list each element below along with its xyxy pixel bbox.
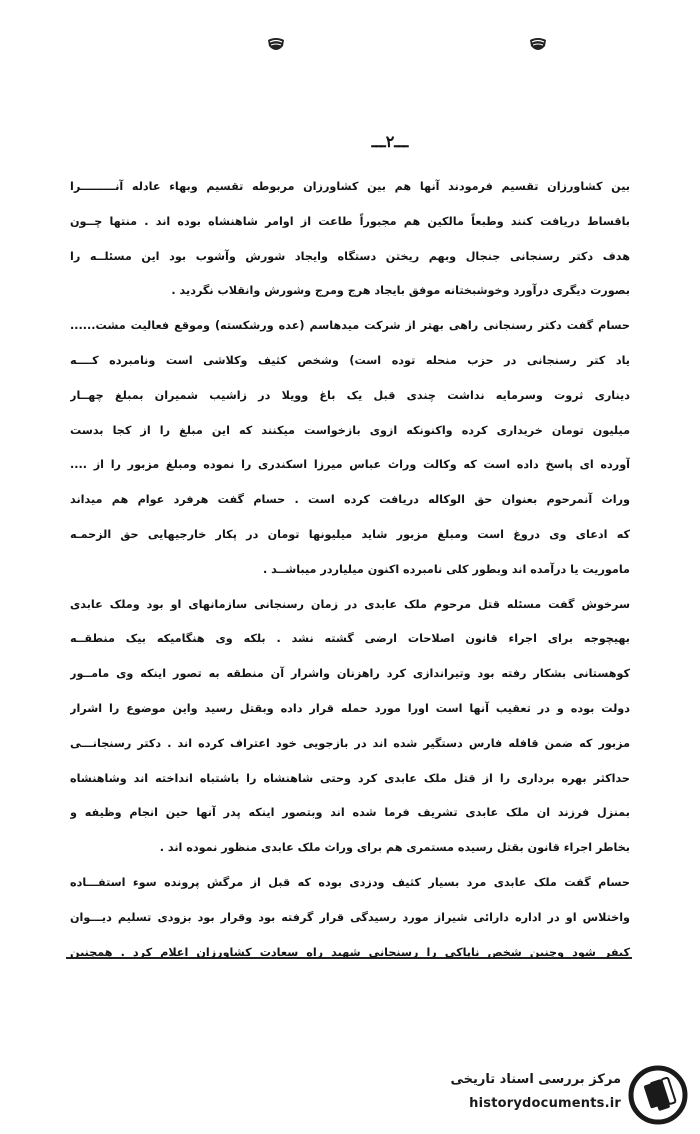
text-line: ماموریت یا درآمده اند وبطور کلی نامبرده اکنون میلیاردر میباشــد . bbox=[262, 562, 630, 576]
text-line: دیناری ثروت وسرمایه نداشت چندی قبل یک باغ وویلا در زاشیب شمیران بمبلغ چهــار bbox=[70, 388, 630, 402]
text-line: سرخوش گفت مسئله قتل مرحوم ملک عابدی در زمان رسنجانی سازمانهای او بود وملک عابدی bbox=[70, 597, 630, 611]
text-line: بهیچوجه برای اجراء قانون اصلاحات ارضی گشته نشد . بلکه وی هنگامیکه بیک منطقــه bbox=[70, 632, 630, 646]
text-line: بمنزل فرزند ان ملک عابدی تشریف فرما شده اند وبتصور اینکه پدر آنها حین انجام وظیفه و bbox=[70, 806, 630, 820]
text-line: وراث آنمرحوم بعنوان حق الوکاله دریافت کرده است . حسام گفت هرفرد عوام هم میداند bbox=[70, 493, 630, 507]
bottom-rule bbox=[66, 957, 632, 959]
text-line: حداکثر بهره برداری را از قتل ملک عابدی کرد وحتی شاهنشاه را باشتباه انداخته اند وشاهنشاه bbox=[70, 771, 630, 785]
text-line: بصورت دیگری درآورد وخوشبختانه موفق بایجاد هرج ومرج وشورش وانقلاب نگردید . bbox=[171, 284, 630, 298]
page-number: ـــ۲ـــ bbox=[371, 132, 409, 151]
text-line: که ادعای وی دروغ است ومبلغ مزبور شاید میلیونها تومان در پکار خارجیهایی حق الزحمـه bbox=[70, 527, 630, 541]
text-line: دولت بوده و در تعقیب آنها است اورا مورد حمله قرار داده وبقتل رسید واین موضوع را اشرار bbox=[70, 701, 630, 715]
text-line: بخاطر اجراء قانون بقتل رسیده مستمری هم برای وراث ملک عابدی منظور نموده اند . bbox=[159, 841, 630, 855]
text-line: باقساط دریافت کنند وطبعاً مالکین هم مجبوراً طاعت از اوامر شاهنشاه بوده اند . منتها چــون bbox=[70, 214, 630, 228]
text-line: هدف دکتر رسنجانی جنجال وبهم ریختن دستگاه وایجاد شورش وآشوب بود این مسئلــه را bbox=[70, 249, 630, 263]
text-line: میلیون تومان خریداری کرده واکنونکه ازوی بازخواست میکنند که این مبلغ را از کجا بدست bbox=[70, 423, 630, 437]
punch-hole-mark bbox=[527, 34, 549, 56]
watermark-url[interactable]: historydocuments.ir bbox=[469, 1096, 621, 1111]
document-body bbox=[70, 170, 630, 970]
text-line: حسام گفت دکتر رسنجانی راهی بهتر از شرکت میدهاسم (عده ورشکسته) وموقع فعالیت مشت...... bbox=[70, 319, 630, 333]
watermark-title: مرکز بررسی اسناد تاریخی bbox=[450, 1072, 621, 1087]
text-line: واختلاس او در اداره دارائی شیراز مورد رسیدگی قرار گرفته بود وقرار بود بزودی تسلیم دیـــوان bbox=[70, 910, 630, 924]
text-line: یاد کتر رسنجانی در حزب منحله توده است) وشخص کثیف وکلاشی است ونامبرده کــــه bbox=[70, 353, 630, 367]
text-line: مزبور که ضمن قافله فارس دستگیر شده اند در بازجویی خود اعتراف کرده اند . دکتر رسنجانـــی bbox=[70, 736, 630, 750]
text-line: کوهستانی بشکار رفته بود وتیراندازی کرد راهزنان واشرار آن منطقه به تصور اینکه وی مامــور bbox=[70, 667, 630, 681]
text-line: آورده ای پاسخ داده است که وکالت وراث عباس میرزا اسکندری را نموده ومبلغ مزبور را از .... bbox=[70, 458, 630, 472]
watermark[interactable] bbox=[445, 1062, 695, 1128]
punch-hole-mark bbox=[265, 34, 287, 56]
text-line: حسام گفت ملک عابدی مرد بسیار کثیف ودزدی بوده که قبل از مرگش پرونده سوء استفـــاده bbox=[70, 875, 630, 889]
archive-logo-icon bbox=[627, 1064, 689, 1126]
text-line: بین کشاورزان تقسیم فرمودند آنها هم بین کشاورزان مربوطه تقسیم وبهاء عادله آنـــــــــرا bbox=[70, 180, 630, 193]
text-line: کیفر شود وچنین شخص ناپاکی را رسنجانی شهید راه سعادت کشاورزان اعلام کرد . همچنین bbox=[70, 945, 630, 959]
